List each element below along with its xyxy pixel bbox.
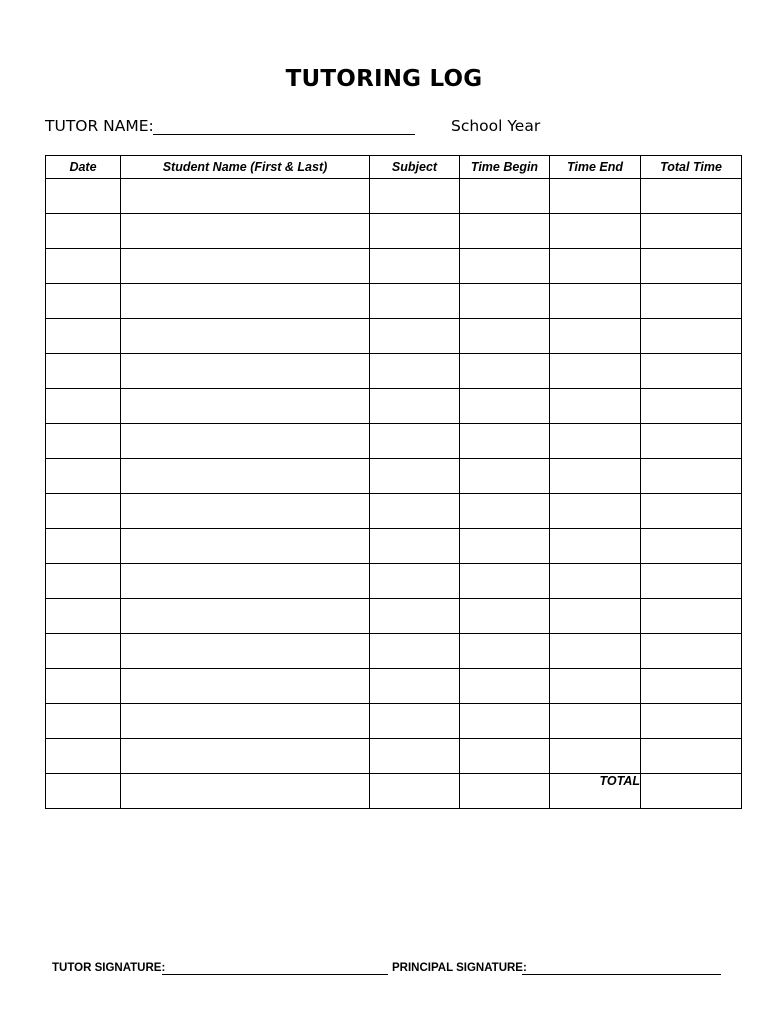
date-cell[interactable] — [46, 599, 121, 634]
total-label: TOTAL — [550, 774, 641, 809]
student-name-cell[interactable] — [121, 634, 370, 669]
date-cell[interactable] — [46, 704, 121, 739]
total-time-cell[interactable] — [641, 179, 742, 214]
student-name-cell[interactable] — [121, 459, 370, 494]
subject-cell[interactable] — [370, 389, 460, 424]
total-time-cell[interactable] — [641, 424, 742, 459]
table-row — [46, 249, 742, 284]
student-name-cell[interactable] — [121, 774, 370, 809]
time-begin-cell[interactable] — [460, 319, 550, 354]
principal-signature-label: PRINCIPAL SIGNATURE: — [392, 962, 527, 974]
date-cell[interactable] — [46, 179, 121, 214]
date-cell[interactable] — [46, 564, 121, 599]
date-cell[interactable] — [46, 529, 121, 564]
subject-cell[interactable] — [370, 319, 460, 354]
time-begin-cell[interactable] — [460, 494, 550, 529]
time-end-cell[interactable] — [550, 179, 641, 214]
student-name-cell[interactable] — [121, 704, 370, 739]
time-begin-cell[interactable] — [460, 529, 550, 564]
table-row — [46, 459, 742, 494]
subject-cell[interactable] — [370, 529, 460, 564]
time-end-cell[interactable] — [550, 669, 641, 704]
total-time-cell[interactable] — [641, 354, 742, 389]
tutor-name-field[interactable] — [153, 117, 415, 135]
subject-cell[interactable] — [370, 774, 460, 809]
date-cell[interactable] — [46, 284, 121, 319]
time-end-cell[interactable] — [550, 494, 641, 529]
subject-cell[interactable] — [370, 599, 460, 634]
table-row — [46, 319, 742, 354]
total-time-cell[interactable] — [641, 389, 742, 424]
time-end-cell[interactable] — [550, 599, 641, 634]
table-row — [46, 564, 742, 599]
time-begin-cell[interactable] — [460, 459, 550, 494]
time-begin-cell[interactable] — [460, 284, 550, 319]
student-name-cell[interactable] — [121, 564, 370, 599]
time-end-cell[interactable] — [550, 249, 641, 284]
total-time-cell[interactable] — [641, 319, 742, 354]
table-row — [46, 529, 742, 564]
date-cell[interactable] — [46, 494, 121, 529]
table-row — [46, 214, 742, 249]
subject-cell[interactable] — [370, 494, 460, 529]
table-body — [46, 179, 742, 809]
column-header-total-time: Total Time — [641, 156, 742, 179]
subject-cell[interactable] — [370, 669, 460, 704]
time-begin-cell[interactable] — [460, 389, 550, 424]
table-row — [46, 354, 742, 389]
column-header-date: Date — [46, 156, 121, 179]
subject-cell[interactable] — [370, 459, 460, 494]
student-name-cell[interactable] — [121, 739, 370, 774]
student-name-cell[interactable] — [121, 424, 370, 459]
table-header-row — [46, 156, 742, 179]
time-end-cell[interactable] — [550, 634, 641, 669]
principal-signature-field[interactable] — [522, 960, 721, 975]
date-cell[interactable] — [46, 634, 121, 669]
time-end-cell[interactable] — [550, 459, 641, 494]
date-cell[interactable] — [46, 669, 121, 704]
time-end-cell[interactable] — [550, 739, 641, 774]
student-name-cell[interactable] — [121, 179, 370, 214]
student-name-cell[interactable] — [121, 494, 370, 529]
time-end-cell[interactable] — [550, 529, 641, 564]
total-time-cell[interactable] — [641, 284, 742, 319]
total-time-cell[interactable] — [641, 564, 742, 599]
date-cell[interactable] — [46, 424, 121, 459]
table-row — [46, 424, 742, 459]
subject-cell[interactable] — [370, 249, 460, 284]
student-name-cell[interactable] — [121, 214, 370, 249]
column-header-time-begin: Time Begin — [460, 156, 550, 179]
student-name-cell[interactable] — [121, 389, 370, 424]
table-row — [46, 669, 742, 704]
time-begin-cell[interactable] — [460, 179, 550, 214]
total-time-cell[interactable] — [641, 704, 742, 739]
subject-cell[interactable] — [370, 214, 460, 249]
school-year-label: School Year — [451, 117, 541, 135]
table-row — [46, 494, 742, 529]
time-end-cell[interactable] — [550, 424, 641, 459]
signature-footer — [52, 960, 732, 978]
grand-total-cell[interactable] — [641, 774, 742, 809]
table-row — [46, 179, 742, 214]
total-time-cell[interactable] — [641, 669, 742, 704]
total-time-cell[interactable] — [641, 529, 742, 564]
time-begin-cell[interactable] — [460, 634, 550, 669]
date-cell[interactable] — [46, 249, 121, 284]
time-begin-cell[interactable] — [460, 424, 550, 459]
table-row — [46, 774, 742, 809]
subject-cell[interactable] — [370, 284, 460, 319]
student-name-cell[interactable] — [121, 249, 370, 284]
total-time-cell[interactable] — [641, 599, 742, 634]
header-fields — [45, 117, 725, 139]
date-cell[interactable] — [46, 459, 121, 494]
total-time-cell[interactable] — [641, 494, 742, 529]
date-cell[interactable] — [46, 354, 121, 389]
date-cell[interactable] — [46, 319, 121, 354]
time-begin-cell[interactable] — [460, 249, 550, 284]
time-end-cell[interactable] — [550, 704, 641, 739]
time-end-cell[interactable] — [550, 354, 641, 389]
total-time-cell[interactable] — [641, 214, 742, 249]
time-begin-cell[interactable] — [460, 564, 550, 599]
column-header-subject: Subject — [370, 156, 460, 179]
total-time-cell[interactable] — [641, 739, 742, 774]
tutor-name-label: TUTOR NAME: — [45, 117, 154, 135]
date-cell[interactable] — [46, 739, 121, 774]
subject-cell[interactable] — [370, 739, 460, 774]
student-name-cell[interactable] — [121, 599, 370, 634]
time-end-cell[interactable] — [550, 214, 641, 249]
table-row — [46, 284, 742, 319]
subject-cell[interactable] — [370, 354, 460, 389]
time-begin-cell[interactable] — [460, 669, 550, 704]
time-begin-cell[interactable] — [460, 354, 550, 389]
time-begin-cell[interactable] — [460, 704, 550, 739]
subject-cell[interactable] — [370, 634, 460, 669]
date-cell[interactable] — [46, 214, 121, 249]
tutoring-log-table — [45, 155, 742, 809]
time-end-cell[interactable] — [550, 284, 641, 319]
tutor-signature-label: TUTOR SIGNATURE: — [52, 962, 166, 974]
subject-cell[interactable] — [370, 704, 460, 739]
date-cell[interactable] — [46, 389, 121, 424]
table-row — [46, 739, 742, 774]
student-name-cell[interactable] — [121, 669, 370, 704]
table-row — [46, 599, 742, 634]
subject-cell[interactable] — [370, 424, 460, 459]
total-time-cell[interactable] — [641, 249, 742, 284]
table-row — [46, 389, 742, 424]
time-end-cell[interactable] — [550, 389, 641, 424]
column-header-time-end: Time End — [550, 156, 641, 179]
total-time-cell[interactable] — [641, 634, 742, 669]
time-end-cell[interactable] — [550, 319, 641, 354]
time-begin-cell[interactable] — [460, 214, 550, 249]
date-cell[interactable] — [46, 774, 121, 809]
tutor-signature-field[interactable] — [162, 960, 388, 975]
page-title: TUTORING LOG — [285, 66, 483, 92]
table-row — [46, 634, 742, 669]
student-name-cell[interactable] — [121, 354, 370, 389]
subject-cell[interactable] — [370, 564, 460, 599]
time-end-cell[interactable] — [550, 564, 641, 599]
student-name-cell[interactable] — [121, 319, 370, 354]
column-header-student-name: Student Name (First & Last) — [121, 156, 370, 179]
time-begin-cell[interactable] — [460, 599, 550, 634]
time-begin-cell[interactable] — [460, 739, 550, 774]
table-row — [46, 704, 742, 739]
student-name-cell[interactable] — [121, 284, 370, 319]
student-name-cell[interactable] — [121, 529, 370, 564]
subject-cell[interactable] — [370, 179, 460, 214]
time-begin-cell[interactable] — [460, 774, 550, 809]
total-time-cell[interactable] — [641, 459, 742, 494]
